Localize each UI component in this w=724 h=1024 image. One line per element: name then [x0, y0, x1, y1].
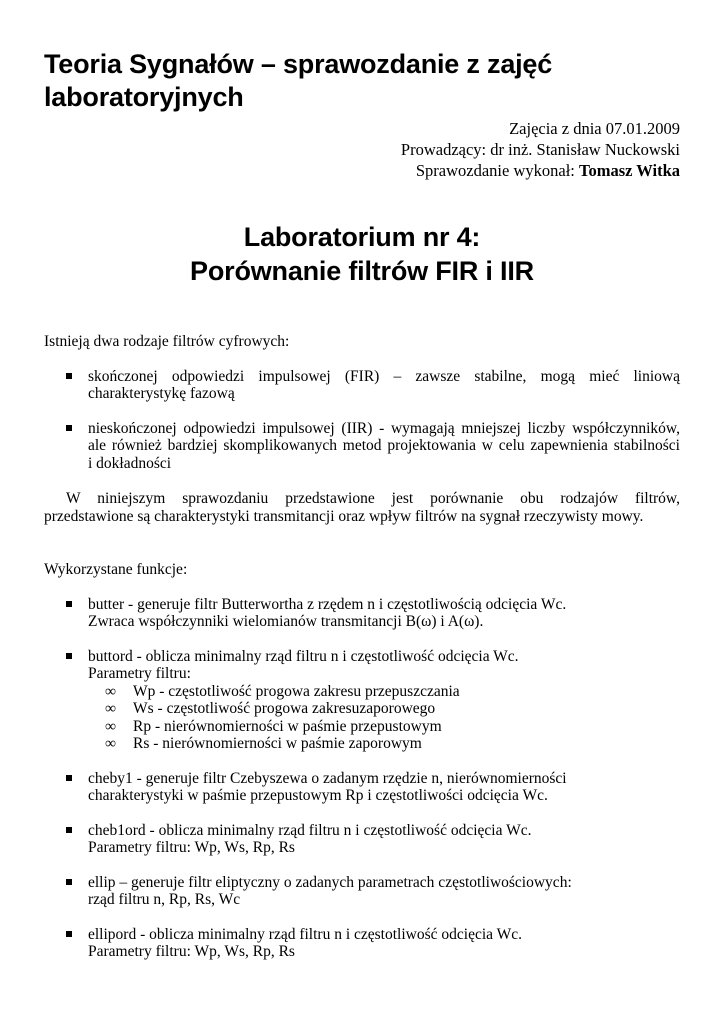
ellip-line1: ellip – generuje filtr eliptyczny o zadanych parametrach częstotliwościowych:	[88, 873, 572, 891]
report-meta	[44, 118, 680, 181]
iir-line1: nieskończonej odpowiedzi impulsowej (IIR) - wymagają mniejszej liczby współczynników,	[88, 419, 680, 437]
ellipord-line1: ellipord - oblicza minimalny rząd filtru n i częstotliwość odcięcia Wc.	[88, 925, 522, 943]
param-item-rp	[105, 718, 680, 736]
square-bullet-icon	[66, 373, 72, 379]
author-name: Tomasz Witka	[578, 161, 680, 180]
param-wp: Wp - częstotliwość progowa zakresu przepuszczania	[133, 682, 460, 700]
list-item-buttord	[44, 648, 680, 753]
intro-lead: Istnieją dwa rodzaje filtrów cyfrowych:	[44, 333, 290, 350]
author-line	[44, 160, 680, 181]
square-bullet-icon	[66, 775, 72, 781]
list-item-iir	[44, 420, 680, 473]
iir-line3: i dokładności	[88, 454, 172, 472]
square-bullet-icon	[66, 879, 72, 885]
iir-line2: ale również bardziej skomplikowanych metod projektowania w celu zapewnienia stabilności	[88, 437, 680, 454]
buttord-line1: buttord - oblicza minimalny rząd filtru n i częstotliwość odcięcia Wc.	[88, 647, 519, 665]
param-rp: Rp - nierównomierności w paśmie przepustowym	[133, 717, 442, 735]
buttord-params-list	[88, 683, 680, 753]
summary-line1: W niniejszym sprawozdaniu przedstawione jest porównanie obu rodzajów filtrów,	[66, 490, 680, 507]
summary-paragraph	[44, 490, 680, 525]
param-rs: Rs - nierównomierności w paśmie zaporowym	[133, 735, 422, 752]
param-item-wp	[105, 683, 680, 701]
butter-line2: Zwraca współczynniki wielomianów transmitancji B(ω) i A(ω).	[88, 613, 484, 630]
infinity-bullet-icon: ∞	[105, 682, 117, 700]
param-item-ws	[105, 700, 680, 718]
ellip-line2: rząd filtru n, Rp, Rs, Wc	[88, 891, 241, 908]
lab-title	[44, 220, 680, 288]
document-title-line1: Teoria Sygnałów – sprawozdanie z zajęć	[44, 49, 553, 79]
list-item-cheb1ord	[44, 822, 680, 857]
lab-title-line2: Porównanie filtrów FIR i IIR	[190, 256, 534, 286]
filter-types-list	[44, 368, 680, 473]
square-bullet-icon	[66, 425, 72, 431]
square-bullet-icon	[66, 827, 72, 833]
square-bullet-icon	[66, 653, 72, 659]
class-date: Zajęcia z dnia 07.01.2009	[509, 119, 680, 138]
ellipord-line2: Parametry filtru: Wp, Ws, Rp, Rs	[88, 943, 295, 960]
param-ws: Ws - częstotliwość progowa zakresuzaporowego	[133, 700, 436, 717]
fir-line2: charakterystykę fazową	[88, 385, 235, 402]
cheb1ord-line2: Parametry filtru: Wp, Ws, Rp, Rs	[88, 839, 295, 856]
cheb1ord-line1: cheb1ord - oblicza minimalny rząd filtru n i częstotliwość odcięcia Wc.	[88, 821, 532, 839]
butter-line1: butter - generuje filtr Butterwortha z rzędem n i częstotliwością odcięcia Wc.	[88, 595, 567, 613]
instructor: Prowadzący: dr inż. Stanisław Nuckowski	[400, 140, 680, 159]
document-title	[44, 0, 680, 114]
list-item-butter	[44, 596, 680, 631]
list-item-ellipord	[44, 926, 680, 961]
author-prefix: Sprawozdanie wykonał:	[415, 161, 579, 180]
square-bullet-icon	[66, 601, 72, 607]
list-item-cheby1	[44, 770, 680, 805]
param-item-rs	[105, 735, 680, 753]
list-item-ellip	[44, 874, 680, 909]
infinity-bullet-icon: ∞	[105, 735, 117, 752]
cheby1-line1: cheby1 - generuje filtr Czebyszewa o zadanym rzędzie n, nierównomierności	[88, 769, 567, 787]
buttord-line2: Parametry filtru:	[88, 665, 191, 682]
summary-line2: przedstawione są charakterystyki transmitancji oraz wpływ filtrów na sygnał rzeczywisty mowy.	[44, 507, 644, 525]
infinity-bullet-icon: ∞	[105, 700, 117, 717]
square-bullet-icon	[66, 931, 72, 937]
infinity-bullet-icon: ∞	[105, 717, 117, 735]
functions-list	[44, 596, 680, 961]
document-title-line2: laboratoryjnych	[44, 82, 244, 112]
functions-lead: Wykorzystane funkcje:	[44, 561, 188, 578]
lab-title-line1: Laboratorium nr 4:	[243, 222, 481, 252]
list-item-fir	[44, 368, 680, 403]
cheby1-line2: charakterystyki w paśmie przepustowym Rp i częstotliwości odcięcia Wc.	[88, 787, 548, 804]
fir-line1: skończonej odpowiedzi impulsowej (FIR) – zawsze stabilne, mogą mieć liniową	[88, 367, 680, 385]
